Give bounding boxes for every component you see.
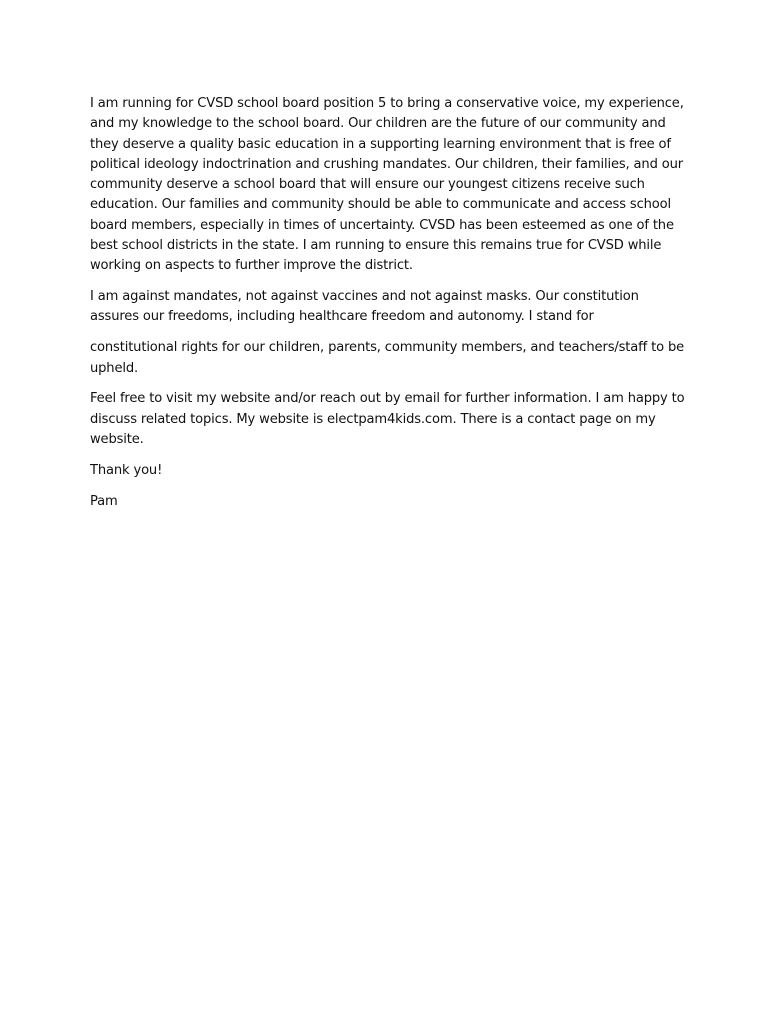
closing-thanks: Thank you! — [90, 462, 163, 478]
signature-name: Pam — [90, 493, 118, 509]
letter-body — [90, 94, 690, 522]
paragraph-contact: Feel free to visit my website and/or reach out by email for further information. I am happy to discuss related topics. My website is electpam4kids.com. There is a contact page on my website. — [90, 391, 685, 447]
paragraph-intro: I am running for CVSD school board position 5 to bring a conservative voice, my experience, and my knowledge to the school board. Our children are the future of our community and they deserve a quality basic education in a supporting learning environment that is free of political ideology indoctrination and crushing mandates. Our children, their families, and our community deserve a school board that will ensure our youngest citizens receive such education. Our families and community should be able to communicate and access school board members, especially in times of uncertainty. CVSD has been esteemed as one of the best school districts in the state. I am running to ensure this remains true for CVSD while working on aspects to further improve the district. — [90, 96, 684, 274]
paragraph-constitutional-rights: constitutional rights for our children, parents, community members, and teachers/staff to be upheld. — [90, 340, 685, 376]
paragraph-mandates: I am against mandates, not against vaccines and not against masks. Our constitution assures our freedoms, including healthcare freedom and autonomy. I stand for — [90, 289, 639, 325]
